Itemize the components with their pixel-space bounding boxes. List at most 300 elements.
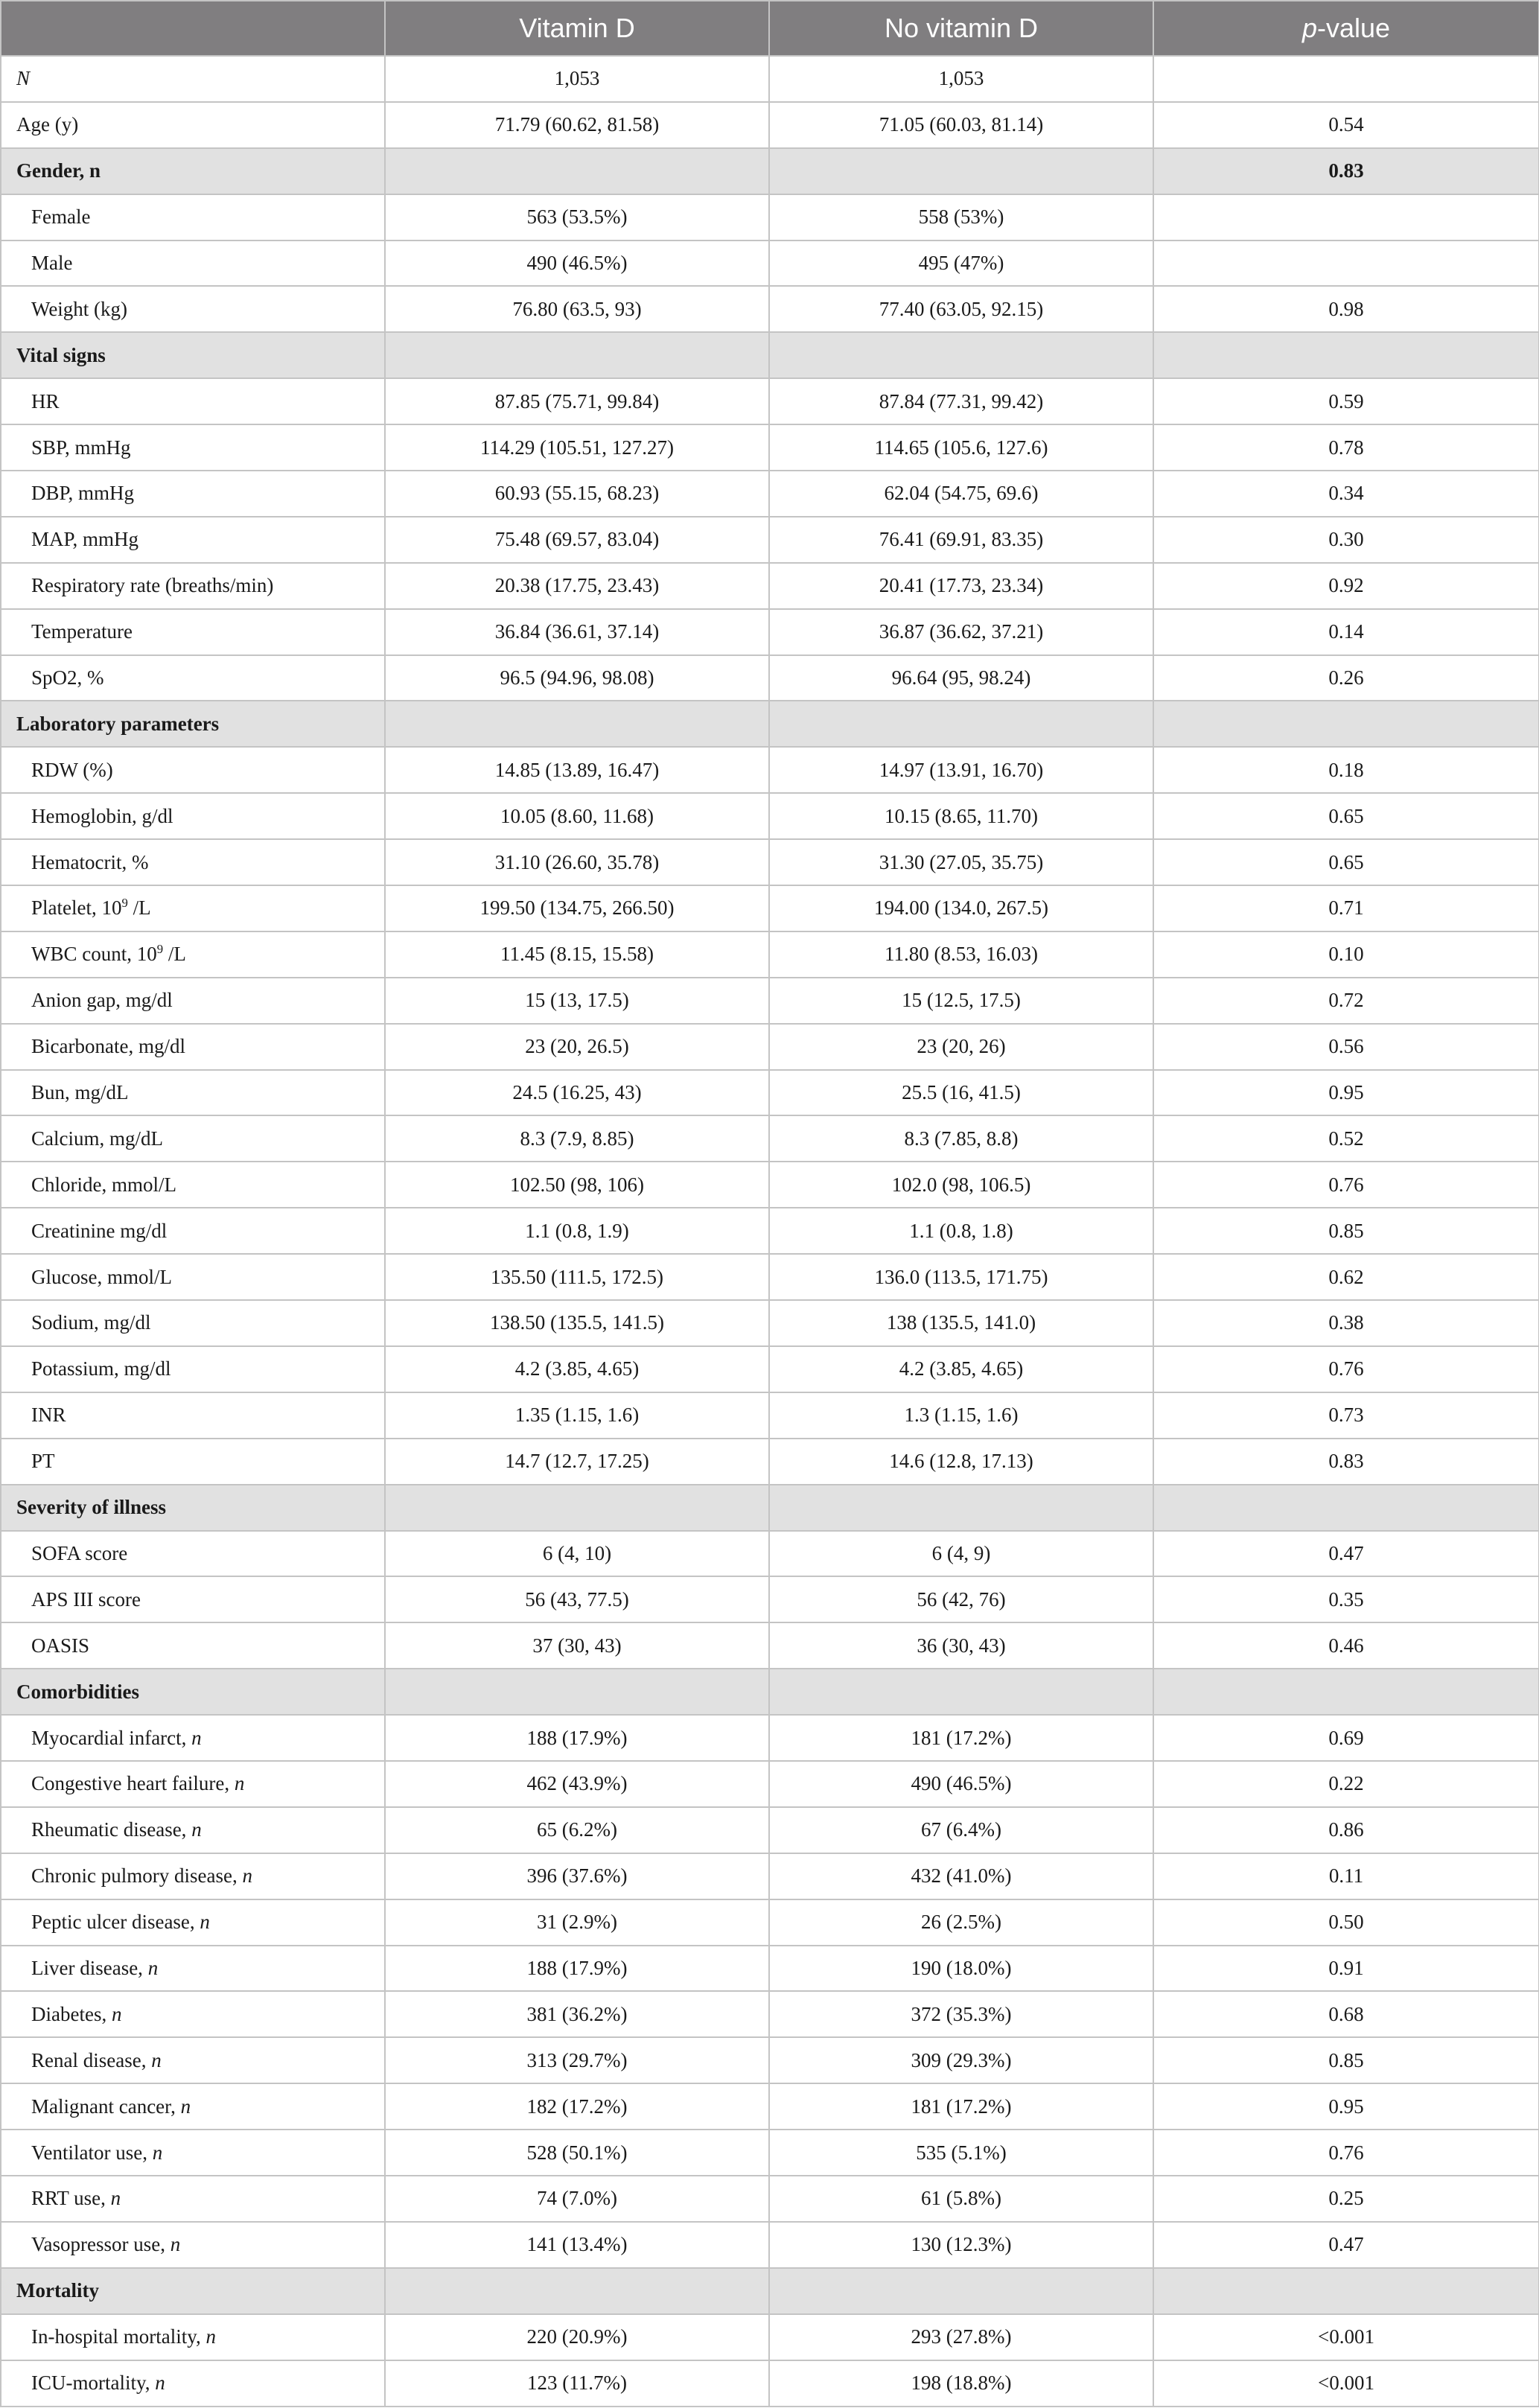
- table-row: [1, 2222, 1539, 2268]
- row-label: [1, 1761, 385, 1807]
- row-label: [1, 747, 385, 793]
- row-label-n: n: [147, 1956, 159, 1979]
- cell-vitamin-d: 87.85 (75.71, 99.84): [385, 378, 769, 424]
- row-label: [1, 2130, 385, 2176]
- table-row: [1, 885, 1539, 931]
- cell-no-vitamin-d: 1.3 (1.15, 1.6): [769, 1392, 1153, 1439]
- cell-vitamin-d: 15 (13, 17.5): [385, 978, 769, 1024]
- cell-no-vitamin-d: [769, 1485, 1153, 1531]
- table-row: [1, 1024, 1539, 1070]
- cell-no-vitamin-d: 558 (53%): [769, 194, 1153, 241]
- row-label: [1, 286, 385, 332]
- row-label: [1, 2314, 385, 2360]
- cell-p-value: 0.10: [1153, 931, 1539, 978]
- table-row: [1, 1070, 1539, 1116]
- row-label-text: Chloride, mmol/L: [31, 1173, 176, 1196]
- row-label: [1, 1070, 385, 1116]
- cell-no-vitamin-d: 535 (5.1%): [769, 2130, 1153, 2176]
- cell-vitamin-d: 462 (43.9%): [385, 1761, 769, 1807]
- cell-no-vitamin-d: 87.84 (77.31, 99.42): [769, 378, 1153, 424]
- table-row: [1, 1439, 1539, 1485]
- row-label-text: Temperature: [31, 620, 133, 643]
- cell-vitamin-d: 31 (2.9%): [385, 1899, 769, 1946]
- cell-p-value: 0.76: [1153, 1346, 1539, 1392]
- row-label: [1, 1899, 385, 1946]
- cell-no-vitamin-d: 6 (4, 9): [769, 1531, 1153, 1577]
- row-label: [1, 1991, 385, 2037]
- row-label: [1, 1346, 385, 1392]
- table-row: [1, 1991, 1539, 2037]
- row-label-text: Vital signs: [16, 343, 106, 366]
- header-p-italic: p: [1301, 13, 1317, 43]
- cell-p-value: 0.73: [1153, 1392, 1539, 1439]
- row-label-text: Myocardial infarct,: [31, 1726, 192, 1749]
- cell-vitamin-d: 188 (17.9%): [385, 1715, 769, 1761]
- row-label: [1, 517, 385, 563]
- row-label: [1, 241, 385, 287]
- row-label: [1, 148, 385, 194]
- cell-no-vitamin-d: 114.65 (105.6, 127.6): [769, 424, 1153, 471]
- cell-no-vitamin-d: 102.0 (98, 106.5): [769, 1162, 1153, 1208]
- table-row: [1, 2176, 1539, 2222]
- cell-vitamin-d: 182 (17.2%): [385, 2083, 769, 2130]
- cell-vitamin-d: 14.7 (12.7, 17.25): [385, 1439, 769, 1485]
- cell-p-value: [1153, 2268, 1539, 2314]
- row-label-text: N: [16, 67, 31, 90]
- row-label-text: Vasopressor use,: [31, 2233, 171, 2256]
- cell-p-value: [1153, 332, 1539, 378]
- cell-vitamin-d: 123 (11.7%): [385, 2360, 769, 2407]
- cell-no-vitamin-d: 96.64 (95, 98.24): [769, 655, 1153, 701]
- cell-vitamin-d: 1.35 (1.15, 1.6): [385, 1392, 769, 1439]
- cell-vitamin-d: 60.93 (55.15, 68.23): [385, 471, 769, 517]
- cell-vitamin-d: 36.84 (36.61, 37.14): [385, 609, 769, 655]
- cell-p-value: 0.85: [1153, 2037, 1539, 2083]
- cell-p-value: [1153, 1485, 1539, 1531]
- cell-no-vitamin-d: 293 (27.8%): [769, 2314, 1153, 2360]
- row-label: [1, 1531, 385, 1577]
- row-label: [1, 378, 385, 424]
- table-row: [1, 194, 1539, 241]
- cell-p-value: 0.83: [1153, 1439, 1539, 1485]
- row-label: [1, 2360, 385, 2407]
- table-row: [1, 1576, 1539, 1622]
- cell-p-value: 0.46: [1153, 1622, 1539, 1669]
- cell-no-vitamin-d: 4.2 (3.85, 4.65): [769, 1346, 1153, 1392]
- cell-no-vitamin-d: 130 (12.3%): [769, 2222, 1153, 2268]
- cell-vitamin-d: 71.79 (60.62, 81.58): [385, 102, 769, 148]
- row-label-text: WBC count, 10: [31, 943, 157, 966]
- table-row: [1, 1899, 1539, 1946]
- row-label: [1, 424, 385, 471]
- cell-vitamin-d: [385, 1485, 769, 1531]
- cell-vitamin-d: 188 (17.9%): [385, 1946, 769, 1992]
- cell-vitamin-d: [385, 1669, 769, 1715]
- table-row: [1, 1162, 1539, 1208]
- row-label-text: Hemoglobin, g/dl: [31, 804, 173, 827]
- cell-no-vitamin-d: 56 (42, 76): [769, 1576, 1153, 1622]
- cell-no-vitamin-d: 181 (17.2%): [769, 1715, 1153, 1761]
- table-row: [1, 286, 1539, 332]
- row-label-text: Comorbidities: [16, 1680, 139, 1703]
- row-label: [1, 102, 385, 148]
- row-label-text: Platelet, 10: [31, 896, 122, 920]
- row-label-text: Calcium, mg/dL: [31, 1127, 163, 1150]
- table-row: [1, 517, 1539, 563]
- cell-p-value: 0.25: [1153, 2176, 1539, 2222]
- cell-no-vitamin-d: 14.6 (12.8, 17.13): [769, 1439, 1153, 1485]
- table-row: [1, 1622, 1539, 1669]
- row-label: [1, 1439, 385, 1485]
- row-label: [1, 332, 385, 378]
- table-row: [1, 378, 1539, 424]
- row-label: [1, 2037, 385, 2083]
- cell-p-value: 0.30: [1153, 517, 1539, 563]
- cell-vitamin-d: [385, 2268, 769, 2314]
- cell-vitamin-d: 1.1 (0.8, 1.9): [385, 1208, 769, 1254]
- table-row: [1, 56, 1539, 102]
- table-row: [1, 793, 1539, 839]
- cell-p-value: 0.76: [1153, 2130, 1539, 2176]
- row-label-text: Laboratory parameters: [16, 712, 220, 735]
- row-label-text: Respiratory rate (breaths/min): [31, 574, 274, 597]
- row-label-text: Anion gap, mg/dl: [31, 989, 173, 1012]
- row-label: [1, 471, 385, 517]
- cell-vitamin-d: 199.50 (134.75, 266.50): [385, 885, 769, 931]
- cell-no-vitamin-d: 181 (17.2%): [769, 2083, 1153, 2130]
- cell-vitamin-d: 396 (37.6%): [385, 1853, 769, 1899]
- cell-no-vitamin-d: 11.80 (8.53, 16.03): [769, 931, 1153, 978]
- row-label-text: Female: [31, 206, 91, 229]
- section-row: [1, 148, 1539, 194]
- row-label-superscript: 9: [156, 942, 164, 957]
- cell-no-vitamin-d: 62.04 (54.75, 69.6): [769, 471, 1153, 517]
- table-row: [1, 424, 1539, 471]
- cell-p-value: [1153, 194, 1539, 241]
- cell-vitamin-d: [385, 332, 769, 378]
- cell-p-value: 0.56: [1153, 1024, 1539, 1070]
- row-label: [1, 2083, 385, 2130]
- row-label: [1, 1208, 385, 1254]
- cell-p-value: 0.54: [1153, 102, 1539, 148]
- row-label: [1, 609, 385, 655]
- cell-p-value: 0.47: [1153, 1531, 1539, 1577]
- row-label: [1, 194, 385, 241]
- cell-vitamin-d: 14.85 (13.89, 16.47): [385, 747, 769, 793]
- row-label-text: INR: [31, 1404, 66, 1427]
- cell-no-vitamin-d: 77.40 (63.05, 92.15): [769, 286, 1153, 332]
- cell-no-vitamin-d: 14.97 (13.91, 16.70): [769, 747, 1153, 793]
- table-row: [1, 241, 1539, 287]
- row-label-text: APS III score: [31, 1587, 141, 1611]
- row-label-n: n: [152, 2141, 163, 2164]
- row-label: [1, 563, 385, 609]
- row-label: [1, 1300, 385, 1346]
- cell-vitamin-d: 65 (6.2%): [385, 1807, 769, 1853]
- row-label-unit: /L: [127, 896, 151, 920]
- row-label-text: SpO2, %: [31, 666, 104, 689]
- row-label: [1, 978, 385, 1024]
- cell-no-vitamin-d: 432 (41.0%): [769, 1853, 1153, 1899]
- row-label-n: n: [205, 2325, 216, 2348]
- cell-vitamin-d: 381 (36.2%): [385, 1991, 769, 2037]
- row-label-superscript: 9: [121, 896, 128, 911]
- cell-p-value: 0.14: [1153, 609, 1539, 655]
- row-label: [1, 701, 385, 747]
- table-row: [1, 1807, 1539, 1853]
- cell-no-vitamin-d: 71.05 (60.03, 81.14): [769, 102, 1153, 148]
- row-label: [1, 793, 385, 839]
- header-vitamin-d: Vitamin D: [385, 1, 769, 56]
- row-label-n: n: [191, 1818, 202, 1841]
- row-label: [1, 1162, 385, 1208]
- cell-vitamin-d: 1,053: [385, 56, 769, 102]
- cell-no-vitamin-d: 67 (6.4%): [769, 1807, 1153, 1853]
- cell-no-vitamin-d: [769, 701, 1153, 747]
- cell-no-vitamin-d: 36 (30, 43): [769, 1622, 1153, 1669]
- row-label-n: n: [200, 1911, 210, 1934]
- row-label: [1, 1715, 385, 1761]
- table-row: [1, 102, 1539, 148]
- cell-p-value: 0.65: [1153, 839, 1539, 885]
- row-label: [1, 1946, 385, 1992]
- row-label: [1, 1807, 385, 1853]
- row-label-text: Severity of illness: [16, 1496, 166, 1519]
- row-label: [1, 1669, 385, 1715]
- row-label-text: DBP, mmHg: [31, 482, 135, 505]
- row-label-text: Potassium, mg/dl: [31, 1357, 171, 1380]
- cell-p-value: 0.38: [1153, 1300, 1539, 1346]
- cell-no-vitamin-d: [769, 148, 1153, 194]
- cell-p-value: <0.001: [1153, 2314, 1539, 2360]
- row-label: [1, 885, 385, 931]
- cell-vitamin-d: 563 (53.5%): [385, 194, 769, 241]
- cell-no-vitamin-d: [769, 1669, 1153, 1715]
- row-label-text: MAP, mmHg: [31, 528, 139, 551]
- cell-p-value: [1153, 56, 1539, 102]
- row-label-text: Sodium, mg/dl: [31, 1311, 151, 1334]
- header-p-rest: -value: [1316, 13, 1391, 43]
- cell-no-vitamin-d: 25.5 (16, 41.5): [769, 1070, 1153, 1116]
- row-label-text: Creatinine mg/dl: [31, 1219, 168, 1242]
- table-row: [1, 1208, 1539, 1254]
- cell-vitamin-d: 20.38 (17.75, 23.43): [385, 563, 769, 609]
- table-row: [1, 1115, 1539, 1162]
- section-row: [1, 701, 1539, 747]
- cell-vitamin-d: 10.05 (8.60, 11.68): [385, 793, 769, 839]
- row-label-n: n: [170, 2233, 181, 2256]
- cell-p-value: 0.98: [1153, 286, 1539, 332]
- row-label-text: Chronic pulmory disease,: [31, 1864, 243, 1888]
- cell-vitamin-d: 528 (50.1%): [385, 2130, 769, 2176]
- cell-no-vitamin-d: 309 (29.3%): [769, 2037, 1153, 2083]
- row-label-text: Bicarbonate, mg/dl: [31, 1035, 185, 1058]
- cell-vitamin-d: 4.2 (3.85, 4.65): [385, 1346, 769, 1392]
- cell-p-value: [1153, 241, 1539, 287]
- table-row: [1, 931, 1539, 978]
- cell-p-value: 0.83: [1153, 148, 1539, 194]
- row-label-text: Glucose, mmol/L: [31, 1265, 172, 1288]
- row-label-text: HR: [31, 389, 60, 413]
- row-label-unit: /L: [163, 943, 186, 966]
- cell-no-vitamin-d: 138 (135.5, 141.0): [769, 1300, 1153, 1346]
- row-label-text: SBP, mmHg: [31, 436, 131, 459]
- cell-p-value: 0.69: [1153, 1715, 1539, 1761]
- cell-p-value: 0.95: [1153, 2083, 1539, 2130]
- row-label: [1, 1115, 385, 1162]
- cell-no-vitamin-d: 76.41 (69.91, 83.35): [769, 517, 1153, 563]
- cell-p-value: 0.86: [1153, 1807, 1539, 1853]
- row-label-text: Hematocrit, %: [31, 850, 149, 873]
- cell-p-value: 0.68: [1153, 1991, 1539, 2037]
- row-label: [1, 931, 385, 978]
- cell-vitamin-d: 74 (7.0%): [385, 2176, 769, 2222]
- table-row: [1, 2314, 1539, 2360]
- row-label-text: RRT use,: [31, 2187, 111, 2210]
- cell-p-value: 0.18: [1153, 747, 1539, 793]
- cell-p-value: 0.35: [1153, 1576, 1539, 1622]
- cell-no-vitamin-d: 1.1 (0.8, 1.8): [769, 1208, 1153, 1254]
- table-row: [1, 1946, 1539, 1992]
- row-label-text: Rheumatic disease,: [31, 1818, 192, 1841]
- table-body: [1, 56, 1539, 2407]
- row-label-n: n: [110, 2187, 121, 2210]
- row-label-text: Ventilator use,: [31, 2141, 153, 2164]
- cell-p-value: 0.95: [1153, 1070, 1539, 1116]
- row-label: [1, 1485, 385, 1531]
- row-label-n: n: [180, 2095, 191, 2118]
- cell-vitamin-d: 8.3 (7.9, 8.85): [385, 1115, 769, 1162]
- table-header: [1, 1, 1539, 56]
- cell-no-vitamin-d: 8.3 (7.85, 8.8): [769, 1115, 1153, 1162]
- table-row: [1, 609, 1539, 655]
- cell-p-value: 0.85: [1153, 1208, 1539, 1254]
- table-row: [1, 1254, 1539, 1300]
- table-row: [1, 1392, 1539, 1439]
- row-label-text: RDW (%): [31, 758, 113, 781]
- table-row: [1, 1715, 1539, 1761]
- cell-no-vitamin-d: 36.87 (36.62, 37.21): [769, 609, 1153, 655]
- cell-vitamin-d: 6 (4, 10): [385, 1531, 769, 1577]
- cell-p-value: 0.11: [1153, 1853, 1539, 1899]
- table-row: [1, 655, 1539, 701]
- section-row: [1, 332, 1539, 378]
- table-row: [1, 747, 1539, 793]
- row-label: [1, 1254, 385, 1300]
- cell-no-vitamin-d: 194.00 (134.0, 267.5): [769, 885, 1153, 931]
- cell-p-value: <0.001: [1153, 2360, 1539, 2407]
- cell-p-value: 0.76: [1153, 1162, 1539, 1208]
- cell-vitamin-d: 313 (29.7%): [385, 2037, 769, 2083]
- cell-vitamin-d: 135.50 (111.5, 172.5): [385, 1254, 769, 1300]
- table-row: [1, 1531, 1539, 1577]
- row-label: [1, 1392, 385, 1439]
- row-label-text: SOFA score: [31, 1541, 128, 1564]
- cell-no-vitamin-d: 190 (18.0%): [769, 1946, 1153, 1992]
- cell-no-vitamin-d: 495 (47%): [769, 241, 1153, 287]
- table-row: [1, 1346, 1539, 1392]
- header-row: [1, 1, 1539, 56]
- cell-no-vitamin-d: 31.30 (27.05, 35.75): [769, 839, 1153, 885]
- table-row: [1, 471, 1539, 517]
- cell-p-value: 0.26: [1153, 655, 1539, 701]
- table-row: [1, 1761, 1539, 1807]
- row-label-text: Liver disease,: [31, 1956, 148, 1979]
- row-label-text: Male: [31, 252, 73, 274]
- cell-p-value: 0.71: [1153, 885, 1539, 931]
- cell-vitamin-d: 220 (20.9%): [385, 2314, 769, 2360]
- cell-vitamin-d: 56 (43, 77.5): [385, 1576, 769, 1622]
- cell-no-vitamin-d: 26 (2.5%): [769, 1899, 1153, 1946]
- cell-p-value: 0.62: [1153, 1254, 1539, 1300]
- row-label-n: n: [242, 1864, 252, 1888]
- cell-p-value: 0.50: [1153, 1899, 1539, 1946]
- cell-vitamin-d: 23 (20, 26.5): [385, 1024, 769, 1070]
- cell-no-vitamin-d: 20.41 (17.73, 23.34): [769, 563, 1153, 609]
- cell-p-value: 0.78: [1153, 424, 1539, 471]
- cell-vitamin-d: [385, 701, 769, 747]
- cell-vitamin-d: 490 (46.5%): [385, 241, 769, 287]
- row-label-text: Diabetes,: [31, 2002, 112, 2025]
- cell-vitamin-d: 96.5 (94.96, 98.08): [385, 655, 769, 701]
- cell-p-value: 0.65: [1153, 793, 1539, 839]
- cell-p-value: 0.34: [1153, 471, 1539, 517]
- cell-p-value: 0.72: [1153, 978, 1539, 1024]
- table-row: [1, 2130, 1539, 2176]
- row-label-text: OASIS: [31, 1634, 90, 1657]
- table-row: [1, 1300, 1539, 1346]
- cell-no-vitamin-d: 23 (20, 26): [769, 1024, 1153, 1070]
- row-label-text: Bun, mg/dL: [31, 1081, 129, 1104]
- header-variable: [1, 1, 385, 56]
- cell-vitamin-d: 37 (30, 43): [385, 1622, 769, 1669]
- row-label-text: PT: [31, 1450, 55, 1473]
- cell-no-vitamin-d: 15 (12.5, 17.5): [769, 978, 1153, 1024]
- row-label-text: Malignant cancer,: [31, 2095, 181, 2118]
- cell-no-vitamin-d: 61 (5.8%): [769, 2176, 1153, 2222]
- row-label: [1, 839, 385, 885]
- cell-vitamin-d: 102.50 (98, 106): [385, 1162, 769, 1208]
- cell-no-vitamin-d: [769, 2268, 1153, 2314]
- cell-vitamin-d: 138.50 (135.5, 141.5): [385, 1300, 769, 1346]
- row-label-text: In-hospital mortality,: [31, 2325, 206, 2348]
- row-label-n: n: [151, 2048, 162, 2071]
- table-row: [1, 563, 1539, 609]
- table-row: [1, 2360, 1539, 2407]
- row-label: [1, 56, 385, 102]
- cell-p-value: 0.92: [1153, 563, 1539, 609]
- row-label: [1, 1853, 385, 1899]
- row-label-n: n: [155, 2372, 165, 2395]
- table-row: [1, 2037, 1539, 2083]
- cell-no-vitamin-d: 10.15 (8.65, 11.70): [769, 793, 1153, 839]
- row-label-text: ICU-mortality,: [31, 2372, 156, 2395]
- table-row: [1, 1853, 1539, 1899]
- row-label-n: n: [234, 1772, 245, 1795]
- cell-no-vitamin-d: 198 (18.8%): [769, 2360, 1153, 2407]
- section-row: [1, 2268, 1539, 2314]
- cell-no-vitamin-d: 1,053: [769, 56, 1153, 102]
- cell-vitamin-d: 24.5 (16.25, 43): [385, 1070, 769, 1116]
- row-label-text: Weight (kg): [31, 297, 128, 320]
- header-no-vitamin-d: No vitamin D: [769, 1, 1153, 56]
- row-label: [1, 1024, 385, 1070]
- cell-vitamin-d: 31.10 (26.60, 35.78): [385, 839, 769, 885]
- cell-vitamin-d: 141 (13.4%): [385, 2222, 769, 2268]
- section-row: [1, 1485, 1539, 1531]
- row-label-n: n: [191, 1726, 202, 1749]
- cell-p-value: 0.47: [1153, 2222, 1539, 2268]
